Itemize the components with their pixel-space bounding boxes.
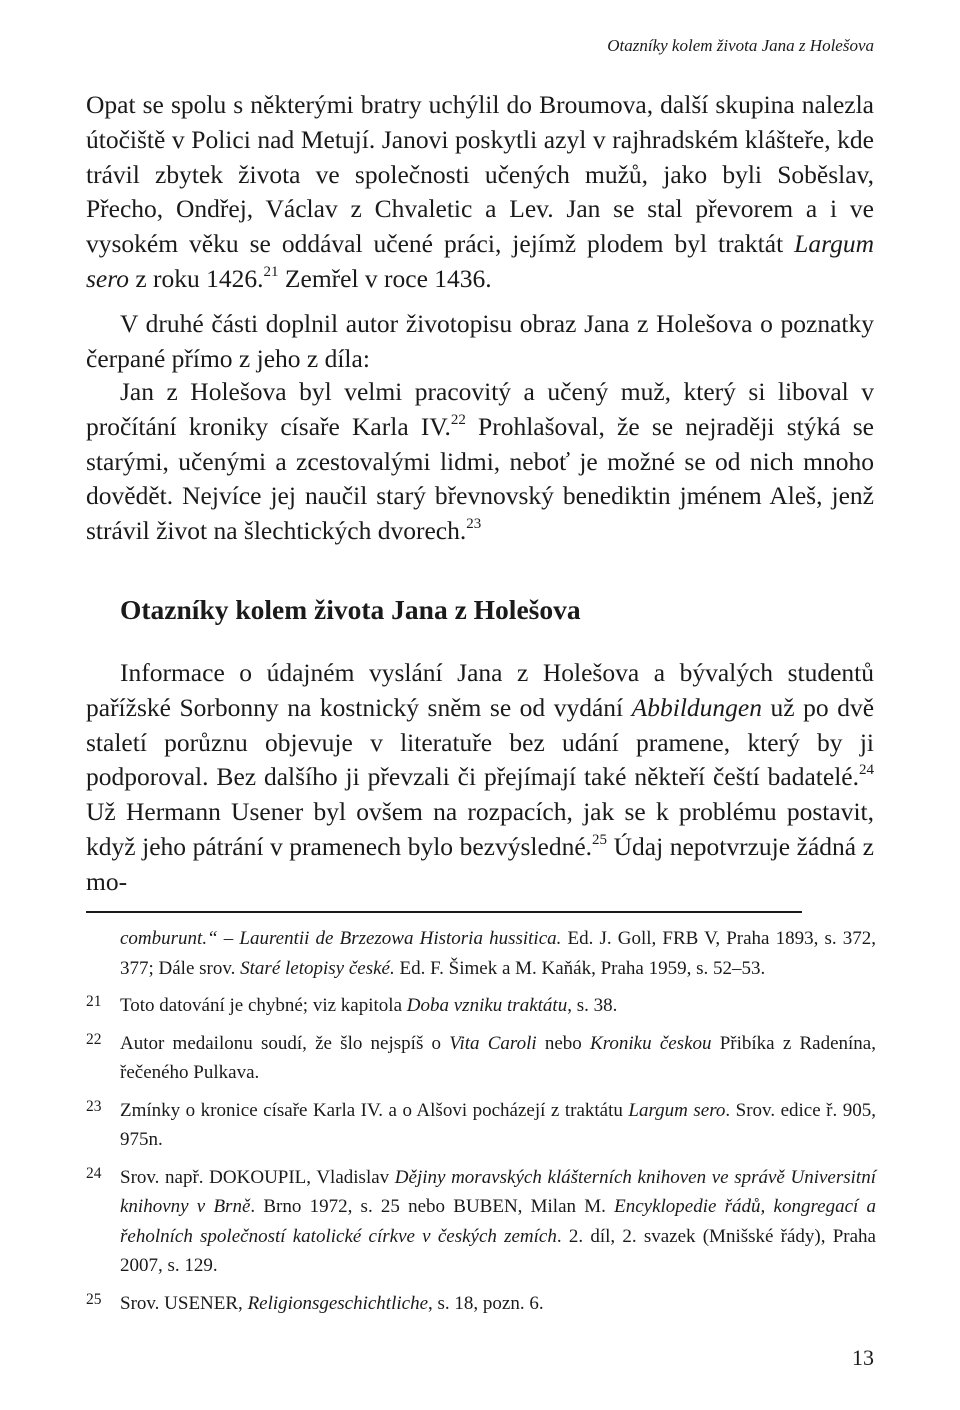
text: Srov. např. DOKOUPIL, Vladislav — [120, 1166, 395, 1188]
text: Přibíka z Radenína, řečeného Pulkava. — [120, 1032, 876, 1083]
text: Jan z Holešova byl velmi pracovitý a učený muž, který si liboval v pročítání kroniky císaře Karla IV. — [86, 377, 874, 441]
footnote-ref[interactable]: 25 — [592, 831, 608, 848]
italic-title: Largum sero — [86, 229, 874, 293]
footnote-ref[interactable]: 23 — [466, 516, 482, 533]
text: . Srov. edice ř. 905, 975n. — [120, 1099, 877, 1150]
footnote-ref[interactable]: 21 — [263, 263, 279, 280]
text: z roku 1426. — [128, 263, 264, 293]
italic-title: Encyklopedie řádů, kongregací a řeholních společností katolické církve v českých zemích — [120, 1196, 877, 1247]
italic-title: Doba vzniku traktátu — [406, 995, 568, 1016]
text: , s. 18, pozn. 6. — [428, 1292, 544, 1314]
section-heading: Otazníky kolem života Jana z Holešova — [120, 594, 581, 625]
paragraph-text: V druhé části doplnil autor životopisu obraz Jana z Holešova o poznatky čerpané přímo z jeho z díla: — [86, 309, 874, 373]
text: Ed. J. Goll, FRB V, Praha 1893, s. 372, 377; Dále srov. — [120, 928, 876, 979]
italic-title: Kroniku českou — [590, 1032, 712, 1054]
italic-title: Religionsgeschichtliche — [247, 1292, 429, 1314]
footnote-24 — [86, 1163, 876, 1281]
text: , s. 38. — [567, 995, 618, 1016]
footnotes — [86, 924, 876, 1318]
body-paragraph-3 — [86, 656, 874, 900]
footnote-number: 24 — [86, 1164, 102, 1182]
text: Opat se spolu s některými bratry uchýlil do Broumova, další skupina nalezla útočiště v Polici nad Metují. Janovi poskytli azyl v rajhradském klášteře, kde trávil zbytek života ve společnosti učených mužů, jako byli Soběslav, Přecho, Ondřej, Václav z Chvaletic a Lev. Jan se stal převorem a i ve vysokém věku se oddával učené práci, jejímž plodem byl traktát — [86, 90, 874, 259]
footnote-continuation — [86, 924, 876, 983]
footnote-ref[interactable]: 22 — [450, 411, 466, 428]
text: Autor medailonu soudí, že šlo nejspíš o — [120, 1032, 450, 1054]
text: už po dvě staletí porůznu objevuje v literatuře bez udání pramene, který by ji podporoval. Bez dalšího ji převzali či přejímají také někteří čeští badatelé. — [86, 692, 875, 792]
quote-block — [86, 375, 874, 549]
footnote-23 — [86, 1096, 876, 1155]
italic-title: comburunt.“ – Laurentii de Brzezowa Historia hussitica. — [120, 928, 562, 949]
italic-title: Abbildungen — [631, 692, 762, 722]
footnote-ref[interactable]: 24 — [859, 762, 874, 779]
footnote-number: 22 — [86, 1030, 102, 1048]
italic-title: Largum sero — [628, 1099, 726, 1121]
text: Ed. F. Šimek a M. Kaňák, Praha 1959, s. 52–53. — [394, 957, 766, 979]
text: Údaj nepotvrzuje žádná z mo- — [86, 831, 874, 896]
italic-title: Dějiny moravských klášterních knihoven ve správě Universitní knihovny v Brně — [120, 1166, 876, 1217]
text: Toto datování je chybné; viz kapitola — [120, 995, 407, 1016]
text: Srov. USENER, — [120, 1292, 248, 1314]
text: Prohlašoval, že se nejraději stýká se starými, učenými a zcestovalými lidmi, neboť je možné se od nich mnoho dovědět. Nejvíce jej naučil starý břevnovský benediktin jménem Aleš, jenž strávil život na šlechtických dvorech. — [86, 411, 874, 546]
footnote-divider — [86, 911, 802, 913]
running-header: Otazníky kolem života Jana z Holešova — [607, 36, 874, 55]
text: Už Hermann Usener byl ovšem na rozpacích, jak se k problému postavit, když jeho pátrání v pramenech bylo bezvýsledné. — [86, 797, 874, 861]
footnote-25 — [86, 1289, 876, 1319]
footnote-21 — [86, 991, 876, 1021]
text: Informace o údajném vyslání Jana z Holešova a bývalých studentů pařížské Sorbonny na kostnický sněm se od vydání — [86, 658, 874, 722]
body-paragraph-1 — [86, 88, 874, 297]
text: . 2. díl, 2. svazek (Mnišské řády), Praha 2007, s. 129. — [120, 1225, 876, 1276]
text: nebo — [536, 1032, 591, 1054]
italic-title: Vita Caroli — [449, 1032, 537, 1054]
footnote-number: 21 — [86, 993, 102, 1010]
text: Zmínky o kronice císaře Karla IV. a o Alšovi pocházejí z traktátu — [120, 1099, 629, 1121]
footnote-number: 23 — [86, 1097, 102, 1115]
italic-title: Staré letopisy české. — [240, 957, 395, 979]
body-paragraph-2 — [86, 307, 874, 377]
text: Zemřel v roce 1436. — [278, 263, 492, 293]
footnote-22 — [86, 1029, 876, 1088]
text: . Brno 1972, s. 25 nebo BUBEN, Milan M. — [250, 1196, 615, 1217]
page-number: 13 — [852, 1345, 874, 1370]
footnote-number: 25 — [86, 1290, 102, 1308]
